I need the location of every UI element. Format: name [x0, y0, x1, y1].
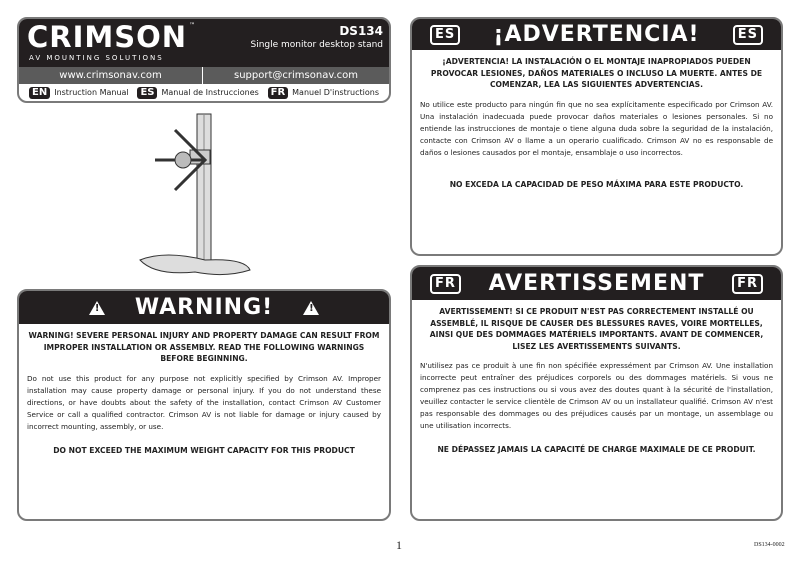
- es-badge: ES: [733, 25, 763, 45]
- advertencia-title: ¡ADVERTENCIA!: [493, 22, 700, 47]
- warning-box-fr: [410, 265, 783, 521]
- warning-triangle-icon: [89, 301, 105, 315]
- product-stand-illustration: [135, 110, 255, 280]
- warning-body: Do not use this product for any purpose not explicitly specified by Crimson AV. Improper installation may cause property damage or personal injury. If you do not understand these directions, or have doubts about the safety of the installation, contact Crimson AV Customer Service or call a qualified contractor. Crimson AV is not liable for damage or injury caused by incorrect mounting, assembly, or use.: [27, 373, 381, 431]
- charge-warning: NE DÉPASSEZ JAMAIS LA CAPACITÉ DE CHARGE MAXIMALE DE CE PRODUIT.: [437, 445, 756, 454]
- warning-box-en: [17, 289, 391, 521]
- fr-badge: FR: [732, 274, 763, 294]
- avertissement-title: AVERTISSEMENT: [488, 271, 705, 296]
- brand-logo-group: [27, 22, 195, 52]
- brand-logo: CRIMSON: [27, 20, 188, 54]
- page-number: 1: [396, 538, 402, 552]
- brand-tagline: AV MOUNTING SOLUTIONS: [29, 54, 164, 62]
- advertencia-lead: ¡ADVERTENCIA! LA INSTALACIÓN O EL MONTAJE INAPROPIADOS PUEDEN PROVOCAR LESIONES, DAÑOS MATERIALES O INCLUSO LA MUERTE. ANTES DE COMENZAR, LEA LAS SIGUIENTES ADVERTENCIAS.: [430, 57, 763, 89]
- model-number: DS134: [339, 24, 383, 38]
- contact-bar: [19, 67, 389, 84]
- warning-lead: WARNING! SEVERE PERSONAL INJURY AND PROPERTY DAMAGE CAN RESULT FROM IMPROPER INSTALLATION OR ASSEMBLY. READ THE FOLLOWING WARNINGS BEFORE BEGINNING.: [28, 331, 380, 363]
- manual-languages: [19, 84, 389, 102]
- avertissement-lead: AVERTISSEMENT! SI CE PRODUIT N'EST PAS CORRECTEMENT INSTALLÉ OU ASSEMBLÉ, IL RISQUE DE CAUSER DES BLESSURES RAVES, VOIRE MORTELLES, AINSI QUE DES DOMMAGES MATÉRIELS IMPORTANTS. AVANT DE COMMENCER, LISEZ LES AVERTISSEMENTS SUIVANTS.: [429, 307, 764, 351]
- warning-header: [19, 291, 389, 324]
- manual-es: ES Manual de Instrucciones: [137, 87, 258, 99]
- brand-bar: [19, 19, 389, 67]
- capacidad-warning: NO EXCEDA LA CAPACIDAD DE PESO MÁXIMA PARA ESTE PRODUCTO.: [449, 179, 744, 189]
- avertissement-body: N'utilisez pas ce produit à une fin non spécifiée expressément par Crimson AV. Une installation incorrecte peut entraîner des préjudices corporels ou des dommages matériels. Si vous ne comprenez pas ces instructions ou si vous avez des doutes quant à la sécurité de l'installation, veuillez contacter le service clientèle de Crimson AV ou un installateur qualifié. Crimson AV n'est pas responsable des dommages ou des préjudices causés par un montage, un assemblage ou une utilisation incorrects.: [420, 361, 773, 430]
- support-email[interactable]: support@crimsonav.com: [234, 70, 358, 81]
- warning-triangle-icon: [303, 301, 319, 315]
- weight-capacity-warning: DO NOT EXCEED THE MAXIMUM WEIGHT CAPACITY FOR THIS PRODUCT: [53, 445, 355, 455]
- document-code: DS134-0002: [754, 542, 785, 548]
- manual-en: EN Instruction Manual: [29, 87, 129, 99]
- header-box: [17, 17, 391, 103]
- es-badge: ES: [430, 25, 460, 45]
- trademark: ™: [189, 22, 196, 29]
- warning-title: WARNING!: [134, 295, 274, 320]
- fr-badge: FR: [430, 274, 461, 294]
- avertissement-header: [412, 267, 781, 300]
- website-link[interactable]: www.crimsonav.com: [19, 67, 203, 84]
- advertencia-header: [412, 19, 781, 50]
- product-subtitle: Single monitor desktop stand: [250, 40, 383, 50]
- manual-fr: FR Manuel D'instructions: [268, 87, 379, 99]
- warning-box-es: [410, 17, 783, 256]
- advertencia-body: No utilice este producto para ningún fin que no sea explícitamente especificado por Crimson AV. Una instalación inadecuada puede provocar daños materiales o lesiones personales. Si no entiende las instrucciones de montaje o tiene alguna duda sobre la seguridad de la instalación, contacte con Crimson AV o llame a un operario cualificado. Crimson AV no es responsable de daños o lesiones causados por el montaje, ensamblaje o uso incorrectos.: [420, 99, 773, 157]
